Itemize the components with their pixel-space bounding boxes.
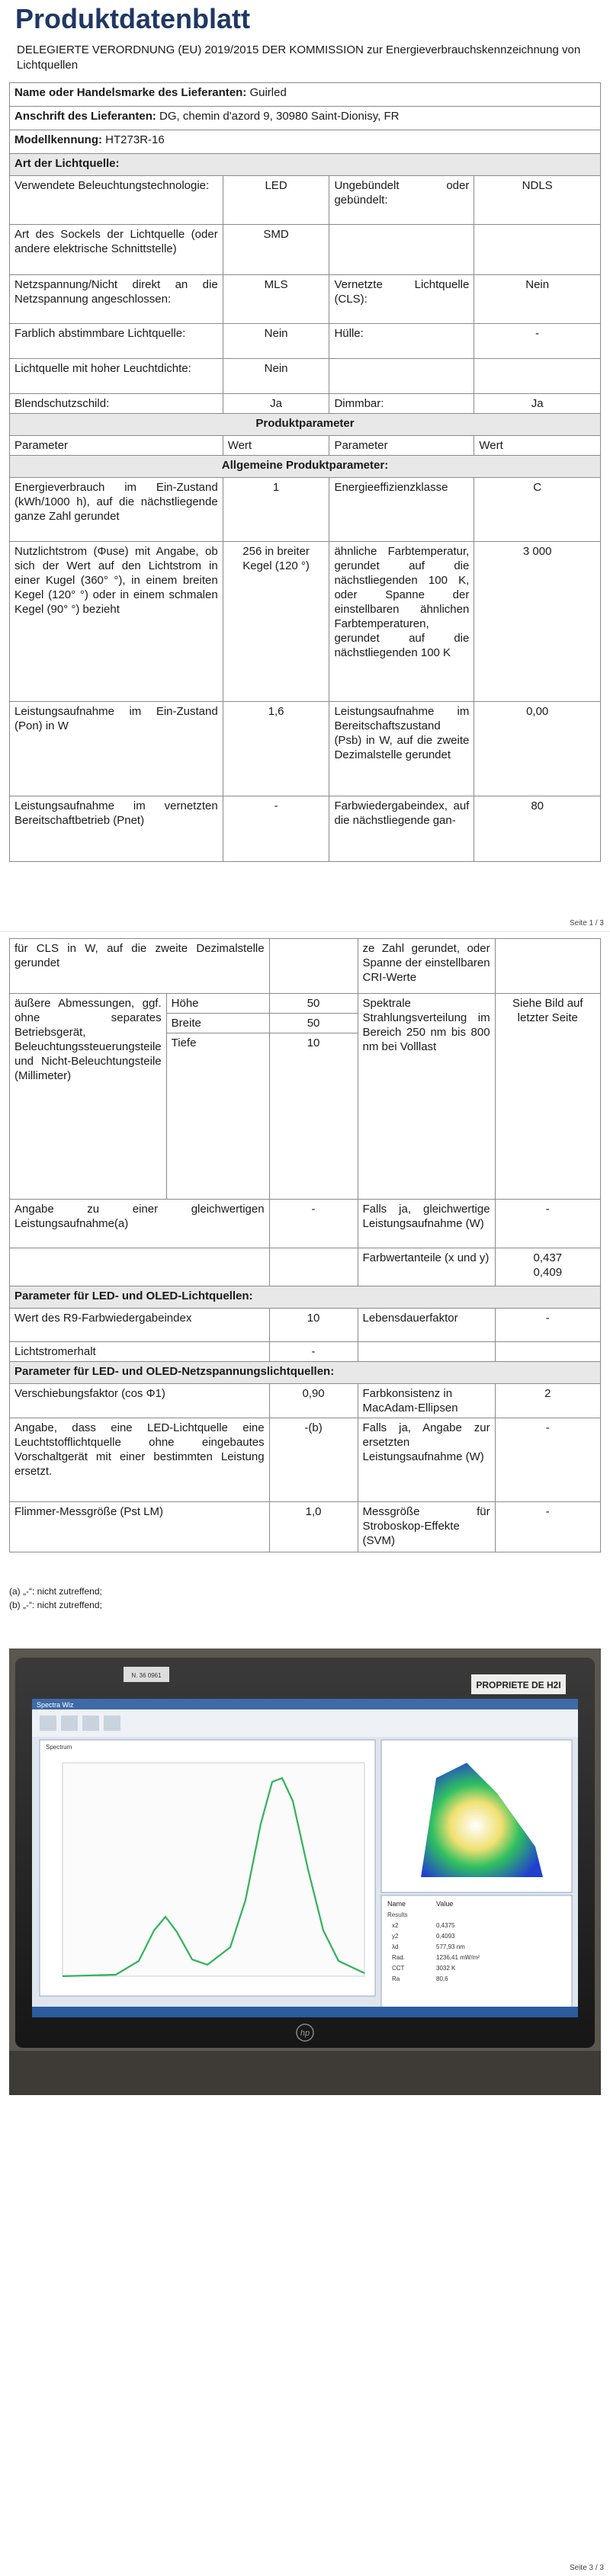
equiv-label2: Falls ja, gleichwertige Leistungsaufnahme (W) — [358, 1200, 495, 1248]
dims-label: äußere Abmessungen, ggf. ohne separates Betriebsgerät, Beleuchtungssteuerungsteile und Nicht-Beleuchtungsteile (Millimeter) — [10, 994, 167, 1200]
reading-value-3: 1236,41 mW/m² — [436, 1954, 480, 1961]
toolbar-icon-1 — [40, 1716, 56, 1731]
ls-value-2: MLS — [223, 275, 329, 324]
param-label-1: Nutzlichtstrom (Φuse) mit Angabe, ob sich der Wert auf den Lichtstrom in einer Kugel (360° °), in einem breiten Kegel (120° °) oder in einem schmalen Kegel (90° °) bezieht — [10, 542, 223, 702]
readings-head-name: Name — [387, 1900, 406, 1908]
param-value2-1: 3 000 — [474, 542, 601, 702]
spectrometer-photo — [9, 1648, 601, 2095]
ls-value-1: SMD — [223, 225, 329, 275]
toolbar-icon-2 — [61, 1716, 78, 1731]
ls-value2-0: NDLS — [474, 176, 601, 225]
param-label-3: Leistungsaufnahme im vernetzten Bereitschaftbetrieb (Pnet) — [10, 796, 223, 862]
product-params-heading: Produktparameter — [10, 414, 601, 436]
equiv-value: - — [269, 1200, 358, 1248]
ls-value2-4 — [474, 359, 601, 394]
param-value2-0: C — [474, 478, 601, 542]
footnote-b: (b) „-“: nicht zutreffend; — [9, 1600, 102, 1610]
page-number-1: Seite 1 / 3 — [569, 919, 604, 928]
spectrum-plot-area — [63, 1763, 364, 1976]
lumen-empty-value2 — [495, 1342, 600, 1362]
param-value-3: - — [223, 796, 329, 862]
replace-label2: Falls ja, Angabe zur ersetzten Leistungsaufnahme (W) — [358, 1418, 495, 1502]
equiv-value2: - — [495, 1200, 600, 1248]
supplier-address-label: Anschrift des Lieferanten: — [14, 110, 156, 123]
ls-value2-1 — [474, 225, 601, 275]
window-title: Spectra Wiz — [37, 1701, 74, 1709]
col-value-1: Wert — [223, 436, 329, 456]
general-params-heading: Allgemeine Produktparameter: — [10, 456, 601, 478]
life-label: Lebensdauerfaktor — [358, 1309, 495, 1342]
spectrum-tab: Spectrum — [46, 1744, 72, 1751]
ls-value2-2: Nein — [474, 275, 601, 324]
param-label2-1: ähnliche Farbtemperatur, gerundet auf die nächstliegenden 100 K, oder Spanne der einstellbaren ähnlichen Farbtemperaturen, gerundet auf die nächstliegenden 100 K — [329, 542, 474, 702]
reading-key-0: x2 — [392, 1922, 399, 1929]
cos-value: 0,90 — [269, 1384, 358, 1418]
param-label-0: Energieverbrauch im Ein-Zustand (kWh/1000 h), auf die nächstliegende ganze Zahl gerundet — [10, 478, 223, 542]
ls-label2-3: Hülle: — [329, 324, 474, 359]
ls-label-5: Blendschutzschild: — [10, 394, 223, 414]
chroma-values — [495, 1248, 600, 1286]
cont-empty-value — [269, 939, 358, 994]
ls-value2-3: - — [474, 324, 601, 359]
dim-value-1: 50 — [269, 1014, 358, 1033]
mains-params-heading: Parameter für LED- und OLED-Netzspannungslichtquellen: — [10, 1362, 601, 1384]
lumen-label: Lichtstromerhalt — [10, 1342, 270, 1362]
param-label2-3: Farbwiedergabeindex, auf die nächstliegende gan- — [329, 796, 474, 862]
page-2 — [0, 931, 610, 2059]
supplier-name-value: Guirled — [249, 86, 287, 99]
page-number-3: Seite 3 / 3 — [569, 2564, 604, 2572]
light-source-heading: Art der Lichtquelle: — [10, 154, 601, 176]
readings-results-label: Results — [387, 1911, 408, 1918]
footnote-a: (a) „-“: nicht zutreffend; — [9, 1586, 102, 1597]
spectral-value: Siehe Bild auf letzter Seite — [495, 994, 600, 1200]
lumen-value: - — [269, 1342, 358, 1362]
cont-empty-value2 — [495, 939, 600, 994]
readings-panel — [381, 1895, 572, 2010]
dim-name-2: Tiefe — [166, 1033, 269, 1200]
replace-value: -(b) — [269, 1418, 358, 1502]
macadam-value: 2 — [495, 1384, 600, 1418]
dim-name-1: Breite — [166, 1014, 269, 1033]
reading-key-1: y2 — [392, 1933, 399, 1940]
lumen-empty-label2 — [358, 1342, 495, 1362]
param-value-1: 256 in breiter Kegel (120 °) — [223, 542, 329, 702]
model-value: HT273R-16 — [105, 133, 165, 146]
ls-value2-5: Ja — [474, 394, 601, 414]
chroma-label: Farbwertanteile (x und y) — [358, 1248, 495, 1286]
cont-left: für CLS in W, auf die zweite Dezimalstelle gerundet — [10, 939, 270, 994]
toolbar-icon-4 — [104, 1716, 120, 1731]
toolbar-icon-3 — [82, 1716, 99, 1731]
ls-value-4: Nein — [223, 359, 329, 394]
reading-value-5: 80,6 — [436, 1975, 448, 1982]
reading-value-4: 3032 K — [436, 1965, 456, 1972]
strobe-label: Messgröße für Stroboskop-Effekte (SVM) — [358, 1502, 495, 1552]
flicker-value: 1,0 — [269, 1502, 358, 1552]
chroma-y: 0,409 — [533, 1266, 563, 1279]
supplier-name-row — [10, 83, 601, 107]
strobe-value: - — [495, 1502, 600, 1552]
dim-name-0: Höhe — [166, 994, 269, 1014]
supplier-address-row — [10, 107, 601, 130]
equiv-label: Angabe zu einer gleichwertigen Leistungsaufnahme(a) — [10, 1200, 270, 1248]
reading-value-0: 0,4375 — [436, 1922, 455, 1929]
page-title: Produktdatenblatt — [15, 3, 251, 34]
chroma-empty-label — [10, 1248, 270, 1286]
param-value-0: 1 — [223, 478, 329, 542]
spectral-label: Spektrale Strahlungsverteilung im Bereich 250 nm bis 800 nm bei Volllast — [358, 994, 495, 1200]
chroma-empty-value — [269, 1248, 358, 1286]
reading-key-5: Ra — [392, 1975, 400, 1982]
replace-value2: - — [495, 1418, 600, 1502]
replace-label: Angabe, dass eine LED-Lichtquelle eine Leuchtstofflichtquelle ohne eingebautes Vorschaltgerät mit einer bestimmten Leistung ersetzt. — [10, 1418, 270, 1502]
ls-value-0: LED — [223, 176, 329, 225]
dim-value-2: 10 — [269, 1033, 358, 1200]
ls-label2-2: Vernetzte Lichtquelle (CLS): — [329, 275, 474, 324]
hp-logo-text: hp — [300, 2029, 310, 2038]
reading-key-2: λd — [392, 1943, 399, 1950]
ls-value-5: Ja — [223, 394, 329, 414]
reading-value-1: 0,4093 — [436, 1933, 455, 1940]
param-label2-0: Energieeffizienzklasse — [329, 478, 474, 542]
ls-label2-1 — [329, 225, 474, 275]
model-label: Modellkennung: — [14, 133, 102, 146]
param-value-2: 1,6 — [223, 702, 329, 796]
taskbar — [32, 2007, 578, 2017]
led-params-heading: Parameter für LED- und OLED-Lichtquellen: — [10, 1286, 601, 1309]
page-1 — [0, 0, 610, 931]
param-label2-2: Leistungsaufnahme im Bereitschaftszustand (Psb) in W, auf die zweite Dezimalstelle gerundet — [329, 702, 474, 796]
ls-label2-5: Dimmbar: — [329, 394, 474, 414]
cos-label: Verschiebungsfaktor (cos Φ1) — [10, 1384, 270, 1418]
r9-label: Wert des R9-Farbwiedergabeindex — [10, 1309, 270, 1342]
top-sticker-text: N. 36 0961 — [131, 1672, 162, 1679]
ls-label-4: Lichtquelle mit hoher Leuchtdichte: — [10, 359, 223, 394]
param-label-2: Leistungsaufnahme im Ein-Zustand (Pon) in W — [10, 702, 223, 796]
window-titlebar — [32, 1699, 578, 1709]
col-param-1: Parameter — [10, 436, 223, 456]
flicker-label: Flimmer-Messgröße (Pst LM) — [10, 1502, 270, 1552]
dim-value-0: 50 — [269, 994, 358, 1014]
ls-label-2: Netzspannung/Nicht direkt an die Netzspannung angeschlossen: — [10, 275, 223, 324]
ls-label2-4 — [329, 359, 474, 394]
ls-label-0: Verwendete Beleuchtungstechnologie: — [10, 176, 223, 225]
reading-value-2: 577,93 nm — [436, 1943, 465, 1950]
reading-key-4: CCT — [392, 1965, 405, 1972]
laptop-base — [9, 2051, 601, 2095]
supplier-name-label: Name oder Handelsmarke des Lieferanten: — [14, 86, 247, 99]
params-table-2 — [9, 938, 601, 1552]
col-param-2: Parameter — [329, 436, 474, 456]
readings-head-value: Value — [436, 1900, 454, 1908]
ls-label-1: Art des Sockels der Lichtquelle (oder andere elektrische Schnittstelle) — [10, 225, 223, 275]
page-subtitle: DELEGIERTE VERORDNUNG (EU) 2019/2015 DER KOMMISSION zur Energieverbrauchskennzeichnung von Lichtquellen — [17, 43, 581, 72]
chroma-x: 0,437 — [533, 1251, 563, 1264]
cont-right: ze Zahl gerundet, oder Spanne der einstellbaren CRI-Werte — [358, 939, 495, 994]
model-row — [10, 130, 601, 154]
supplier-table — [9, 82, 601, 862]
r9-value: 10 — [269, 1309, 358, 1342]
supplier-address-value: DG, chemin d'azord 9, 30980 Saint-Dionisy, FR — [159, 110, 400, 123]
param-value2-2: 0,00 — [474, 702, 601, 796]
footnotes — [9, 1584, 102, 1612]
ls-label-3: Farblich abstimmbare Lichtquelle: — [10, 324, 223, 359]
ls-value-3: Nein — [223, 324, 329, 359]
life-value: - — [495, 1309, 600, 1342]
macadam-label: Farbkonsistenz in MacAdam-Ellipsen — [358, 1384, 495, 1418]
col-value-2: Wert — [474, 436, 601, 456]
param-value2-3: 80 — [474, 796, 601, 862]
sticker-text: PROPRIETE DE H2I — [476, 1680, 561, 1690]
ls-label2-0: Ungebündelt oder gebündelt: — [329, 176, 474, 225]
reading-key-3: Rad. — [392, 1954, 405, 1961]
